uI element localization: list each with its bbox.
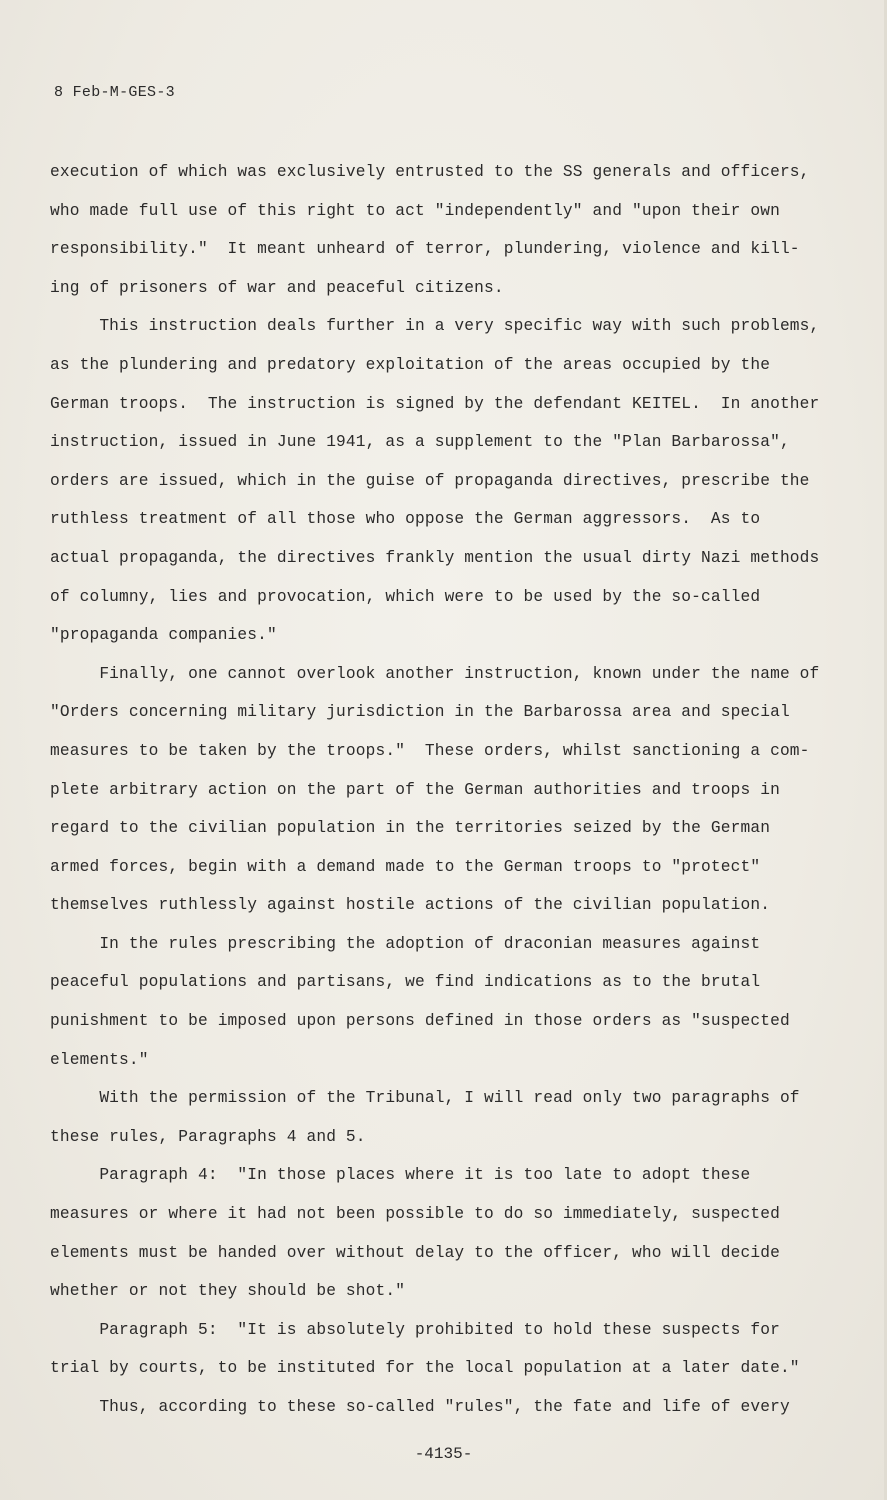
text-line: Thus, according to these so-called "rules", the fate and life of every (50, 1398, 790, 1416)
text-line: armed forces, begin with a demand made to the German troops to "protect" (50, 857, 761, 876)
transcript-body (50, 158, 820, 1432)
text-line: ruthless treatment of all those who oppose the German aggressors. As to (50, 510, 761, 529)
text-line: instruction, issued in June 1941, as a supplement to the "Plan Barbarossa", (50, 433, 790, 452)
text-line: responsibility." It meant unheard of terror, plundering, violence and kill- (50, 240, 800, 259)
text-line: trial by courts, to be instituted for the local population at a later date." (50, 1359, 800, 1378)
text-line: elements." (50, 1050, 149, 1069)
text-line: measures to be taken by the troops." These orders, whilst sanctioning a com- (50, 741, 810, 760)
text-line: themselves ruthlessly against hostile actions of the civilian population. (50, 896, 771, 915)
text-line: Paragraph 4: "In those places where it is too late to adopt these (50, 1166, 751, 1185)
text-line: execution of which was exclusively entrusted to the SS generals and officers, (50, 163, 810, 181)
document-reference: 8 Feb-M-GES-3 (54, 84, 175, 101)
text-line: plete arbitrary action on the part of the German authorities and troops in (50, 780, 780, 799)
text-line: measures or where it had not been possible to do so immediately, suspected (50, 1205, 780, 1224)
text-line: "Orders concerning military jurisdiction in the Barbarossa area and special (50, 703, 790, 722)
text-line: of columny, lies and provocation, which were to be used by the so-called (50, 587, 761, 606)
text-line: ing of prisoners of war and peaceful citizens. (50, 278, 504, 297)
text-line: In the rules prescribing the adoption of draconian measures against (50, 934, 761, 953)
text-line: orders are issued, which in the guise of propaganda directives, prescribe the (50, 471, 810, 490)
text-line: who made full use of this right to act "independently" and "upon their own (50, 201, 780, 220)
text-line: regard to the civilian population in the territories seized by the German (50, 819, 771, 838)
text-line: as the plundering and predatory exploitation of the areas occupied by the (50, 355, 771, 374)
text-line: punishment to be imposed upon persons defined in those orders as "suspected (50, 1012, 790, 1031)
page-number: -4135- (414, 1445, 473, 1463)
text-line: peaceful populations and partisans, we find indications as to the brutal (50, 973, 761, 992)
text-line: whether or not they should be shot." (50, 1282, 406, 1301)
text-line: With the permission of the Tribunal, I will read only two paragraphs of (50, 1089, 800, 1108)
text-line: "propaganda companies." (50, 626, 277, 645)
text-line: This instruction deals further in a very specific way with such problems, (50, 317, 820, 336)
text-line: Paragraph 5: "It is absolutely prohibited to hold these suspects for (50, 1320, 780, 1339)
text-line: German troops. The instruction is signed by the defendant KEITEL. In another (50, 394, 820, 413)
text-line: Finally, one cannot overlook another instruction, known under the name of (50, 664, 820, 683)
text-line: these rules, Paragraphs 4 and 5. (50, 1127, 366, 1146)
text-line: actual propaganda, the directives frankly mention the usual dirty Nazi methods (50, 548, 820, 567)
text-line: elements must be handed over without delay to the officer, who will decide (50, 1243, 780, 1262)
